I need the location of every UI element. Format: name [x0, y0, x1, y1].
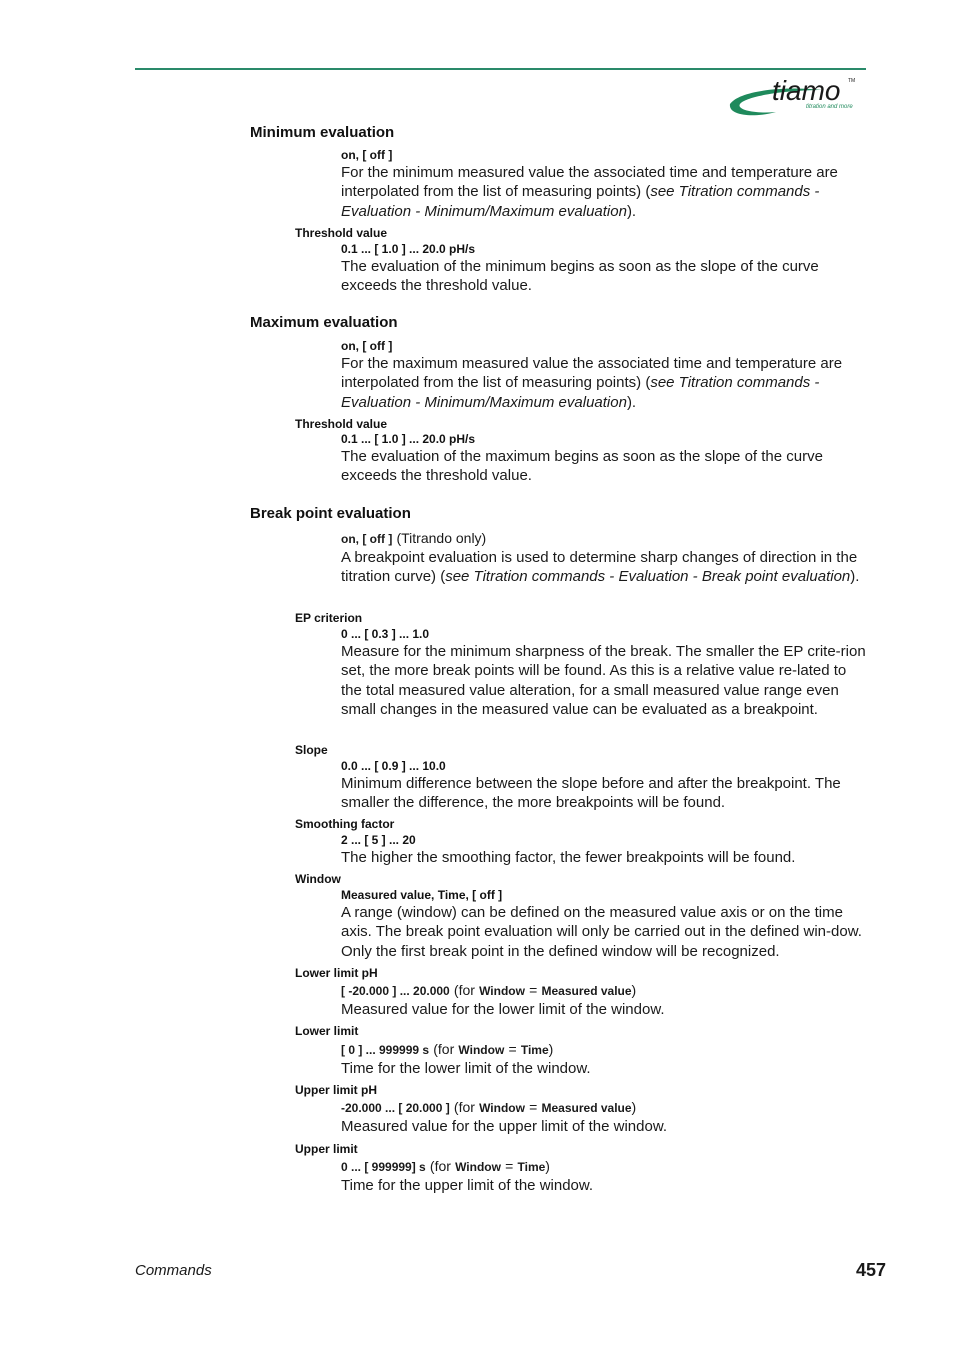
- minimum-options: on, [ off ]: [341, 148, 393, 162]
- minimum-description: For the minimum measured value the associated time and temperature are interpolated from the list of measuring points) (see Titration commands - Evaluation - Minimum/Maximum evaluation).: [341, 164, 838, 220]
- upper-limit-label: Upper limit: [295, 1142, 358, 1156]
- maximum-threshold-label: Threshold value: [295, 417, 388, 431]
- maximum-options: on, [ off ]: [341, 339, 393, 353]
- page-number: 457: [856, 1260, 887, 1280]
- header-rule: [135, 68, 866, 70]
- maximum-threshold-range: 0.1 ... [ 1.0 ] ... 20.0 pH/s: [341, 432, 476, 446]
- window-label: Window: [295, 872, 341, 886]
- minimum-threshold-label: Threshold value: [295, 226, 388, 240]
- minimum-threshold-description: The evaluation of the minimum begins as soon as the slope of the curve exceeds the threshold value.: [341, 258, 819, 295]
- slope-range: 0.0 ... [ 0.9 ] ... 10.0: [341, 759, 446, 773]
- minimum-threshold-range: 0.1 ... [ 1.0 ] ... 20.0 pH/s: [341, 242, 476, 256]
- upper-limit-ph-range: -20.000 ... [ 20.000 ] (for Window = Measured value): [341, 1099, 637, 1115]
- upper-limit-ph-description: Measured value for the upper limit of the window.: [341, 1118, 668, 1135]
- maximum-description: For the maximum measured value the associated time and temperature are interpolated from the list of measuring points) (see Titration commands - Evaluation - Minimum/Maximum evaluation).: [341, 355, 843, 411]
- section-title-maximum: Maximum evaluation: [250, 314, 398, 331]
- smoothing-factor-label: Smoothing factor: [295, 817, 395, 831]
- breakpoint-options: on, [ off ] (Titrando only): [341, 530, 487, 546]
- maximum-threshold-description: The evaluation of the maximum begins as soon as the slope of the curve exceeds the threshold value.: [341, 448, 823, 485]
- upper-limit-description: Time for the upper limit of the window.: [341, 1177, 594, 1194]
- lower-limit-description: Time for the lower limit of the window.: [341, 1060, 591, 1077]
- smoothing-factor-description: The higher the smoothing factor, the fewer breakpoints will be found.: [341, 849, 796, 866]
- slope-description: Minimum difference between the slope before and after the breakpoint. The smaller the difference, the more breakpoints will be found.: [341, 775, 841, 812]
- tiamo-logo: [726, 74, 868, 118]
- section-title-minimum: Minimum evaluation: [250, 124, 395, 141]
- upper-limit-ph-label: Upper limit pH: [295, 1083, 378, 1097]
- window-range: Measured value, Time, [ off ]: [341, 888, 503, 902]
- lower-limit-ph-range: [ -20.000 ] ... 20.000 (for Window = Measured value): [341, 982, 637, 998]
- smoothing-factor-range: 2 ... [ 5 ] ... 20: [341, 833, 416, 847]
- svg-text:tiamo: tiamo: [772, 75, 841, 106]
- lower-limit-ph-label: Lower limit pH: [295, 966, 378, 980]
- ep-criterion-label: EP criterion: [295, 611, 363, 625]
- lower-limit-label: Lower limit: [295, 1024, 359, 1038]
- upper-limit-range: 0 ... [ 999999] s (for Window = Time): [341, 1158, 550, 1174]
- breakpoint-description: A breakpoint evaluation is used to determine sharp changes of direction in the titration curve) (see Titration commands - Evaluation - Break point evaluation).: [341, 549, 860, 586]
- section-title-breakpoint: Break point evaluation: [250, 505, 411, 522]
- slope-label: Slope: [295, 743, 328, 757]
- lower-limit-ph-description: Measured value for the lower limit of the window.: [341, 1001, 665, 1018]
- ep-criterion-range: 0 ... [ 0.3 ] ... 1.0: [341, 627, 430, 641]
- footer-section-name: Commands: [135, 1262, 212, 1279]
- svg-text:TM: TM: [848, 78, 856, 84]
- ep-criterion-description: Measure for the minimum sharpness of the break. The smaller the EP crite-rion set, the more break points will be found. As this is a relative value re-lated to the total measured value alteration, for a small measured value range even small changes in the measured value can be evaluated as a breakpoint.: [341, 643, 866, 718]
- svg-text:titration and more: titration and more: [806, 104, 853, 110]
- lower-limit-range: [ 0 ] ... 999999 s (for Window = Time): [341, 1041, 554, 1057]
- window-description: A range (window) can be defined on the measured value axis or on the time axis. The break point evaluation will only be carried out in the defined win-dow. Only the first break point in the defined window will be recognized.: [341, 904, 862, 960]
